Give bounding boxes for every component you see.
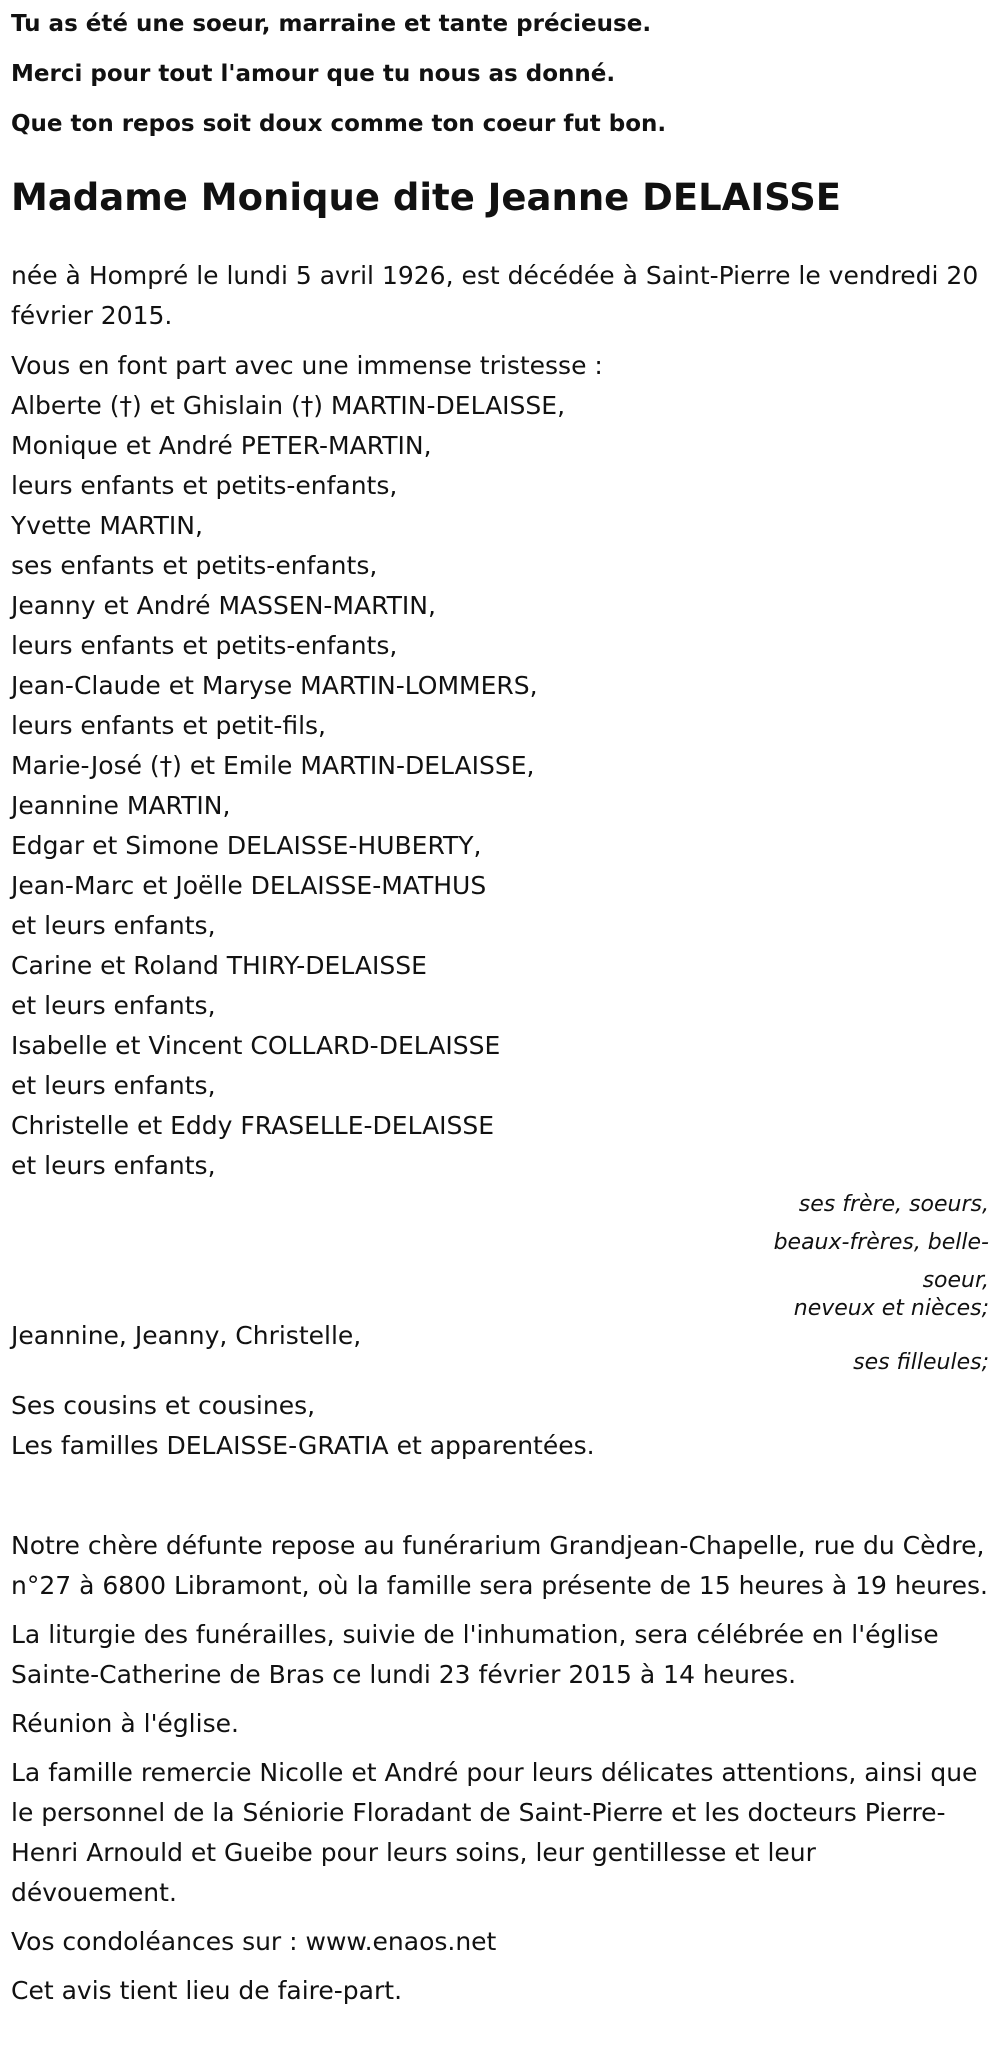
intro-line-2: Merci pour tout l'amour que tu nous as donné. [11, 61, 616, 87]
intro-line-3: Que ton repos soit doux comme ton coeur fut bon. [11, 111, 667, 137]
intro-verse [11, 8, 989, 141]
family-line: Isabelle et Vincent COLLARD-DELAISSE [11, 1031, 501, 1060]
family-line: et leurs enfants, [11, 1071, 216, 1100]
funeral-info [11, 1526, 989, 2011]
notice-text: Cet avis tient lieu de faire-part. [11, 1976, 403, 2005]
announce-intro: Vous en font part avec une immense tristesse : [11, 351, 603, 380]
meeting-text: Réunion à l'église. [11, 1709, 239, 1738]
birth-death-text: née à Hompré le lundi 5 avril 1926, est décédée à Saint-Pierre le vendredi 20 février 2015. [11, 261, 979, 330]
family-line: Jeannine MARTIN, [11, 791, 231, 820]
relation-nephews: neveux et nièces; [793, 1296, 989, 1321]
intro-line-1: Tu as été une soeur, marraine et tante précieuse. [11, 11, 652, 37]
relation-goddaughters: ses filleules; [853, 1350, 989, 1375]
family-line: Jean-Claude et Maryse MARTIN-LOMMERS, [11, 671, 538, 700]
thanks-text: La famille remercie Nicolle et André pour leurs délicates attentions, ainsi que le personnel de la Séniorie Floradant de Saint-Pierre et les docteurs Pierre-Henri Arnould et Gueibe pour leurs soins, leur gentillesse et leur dévouement. [11, 1758, 978, 1907]
condolences-text: Vos condoléances sur : www.enaos.net [11, 1927, 497, 1956]
families-line: Les familles DELAISSE-GRATIA et apparentées. [11, 1431, 595, 1460]
liturgy-text: La liturgie des funérailles, suivie de l'inhumation, sera célébrée en l'église Sainte-Catherine de Bras ce lundi 23 février 2015 à 14 heures. [11, 1620, 939, 1689]
family-line: Yvette MARTIN, [11, 511, 203, 540]
cousins-line: Ses cousins et cousines, [11, 1391, 316, 1420]
family-line: leurs enfants et petits-enfants, [11, 631, 398, 660]
family-line: Marie-José (†) et Emile MARTIN-DELAISSE, [11, 751, 535, 780]
family-line: Carine et Roland THIRY-DELAISSE [11, 951, 427, 980]
family-line: Christelle et Eddy FRASELLE-DELAISSE [11, 1111, 495, 1140]
relation-siblings: ses frère, soeurs, beaux-frères, belle-soeur, [773, 1192, 989, 1293]
funerarium-text: Notre chère défunte repose au funérarium Grandjean-Chapelle, rue du Cèdre, n°27 à 6800 Libramont, où la famille sera présente de 15 heures à 19 heures. [11, 1531, 989, 1600]
family-line: Edgar et Simone DELAISSE-HUBERTY, [11, 831, 482, 860]
family-list [11, 346, 989, 1186]
cousins-block [11, 1386, 989, 1466]
deceased-name: Madame Monique dite Jeanne DELAISSE [11, 176, 842, 219]
family-line: leurs enfants et petit-fils, [11, 711, 327, 740]
family-line: et leurs enfants, [11, 1151, 216, 1180]
family-line: Alberte (†) et Ghislain (†) MARTIN-DELAISSE, [11, 391, 566, 420]
family-line: et leurs enfants, [11, 991, 216, 1020]
relations-block [11, 1186, 989, 1375]
family-line: Jean-Marc et Joëlle DELAISSE-MATHUS [11, 871, 487, 900]
goddaughters-line: Jeannine, Jeanny, Christelle, [11, 1321, 362, 1350]
family-line: Monique et André PETER-MARTIN, [11, 431, 432, 460]
family-line: et leurs enfants, [11, 911, 216, 940]
family-line: ses enfants et petits-enfants, [11, 551, 378, 580]
family-line: leurs enfants et petits-enfants, [11, 471, 398, 500]
family-line: Jeanny et André MASSEN-MARTIN, [11, 591, 436, 620]
